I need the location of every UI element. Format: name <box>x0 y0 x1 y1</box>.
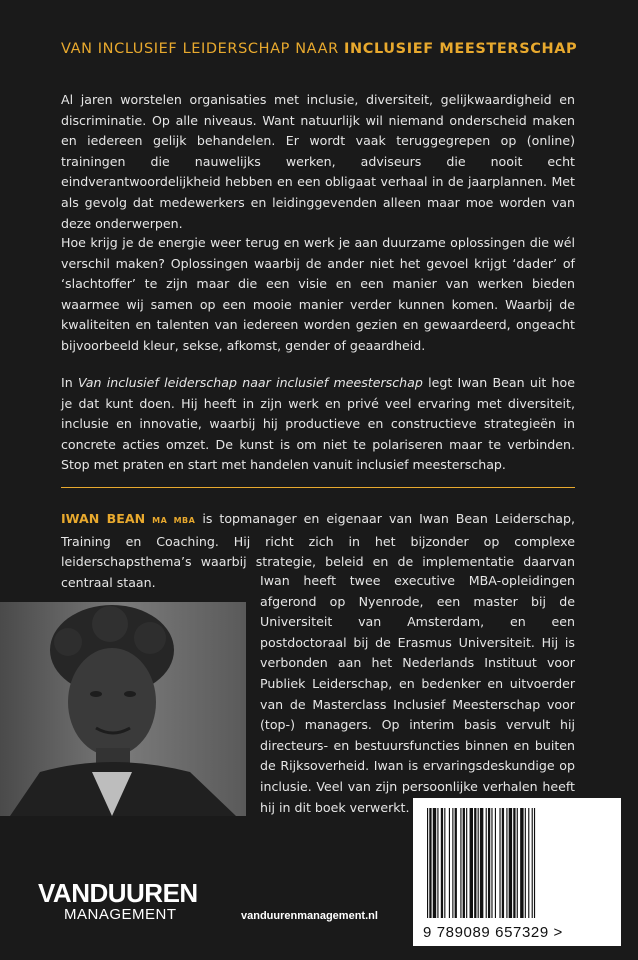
barcode-bar <box>441 808 443 918</box>
logo-sub-text: MANAGEMENT <box>64 906 177 923</box>
barcode-bar <box>480 808 483 918</box>
intro-paragraph: Al jaren worstelen organisaties met inclusie, diversiteit, gelijkwaardigheid en discriminatie. Op alle niveaus. Want natuurlijk wil niemand onderscheid maken en iedereen gelijk behandelen. Er wordt vaak teruggegrepen op (online) trainingen die nauwelijks werken, adviseurs die nooit echt eindverantwoordelijkheid hebben en een obligaat verhaal in de jaarplannen. Met als gevolg dat medewerkers en leidinggevenden alleen maar moe worden van deze onderwerpen. <box>61 92 575 231</box>
barcode-bar <box>534 808 535 918</box>
divider-rule <box>61 487 575 488</box>
barcode-bar <box>433 808 436 918</box>
author-bio-text: is topmanager en eigenaar van Iwan Bean Leiderschap, Training en Coaching. Hij richt zich in het bijzonder op complexe leiderschapsthema’s waarbij strategie, beleid en de implementatie daarvan centraal staan. <box>61 511 576 590</box>
barcode-bar <box>466 808 467 918</box>
barcode-bar <box>495 808 496 918</box>
barcode-bar <box>452 808 453 918</box>
author-name: IWAN BEAN <box>61 511 146 526</box>
question-paragraph: Hoe krijg je de energie weer terug en werk je aan duurzame oplossingen die wél verschil maken? Oplossingen waarbij de ander niet het gevoel krijgt ‘dader’ of ‘slachtoffer’ te zijn maar die een visie en een manier van werken bieden waarmee wij samen op een mooie manier verder kunnen komen. Waarbij de kwaliteiten en talenten van iedereen worden gezien en gewaardeerd, ongeacht bijvoorbeeld kleur, sekse, afkomst, gender of geaardheid. <box>61 235 575 353</box>
author-bio-continued: Iwan heeft twee executive MBA-opleidingen afgerond op Nyenrode, een master bij de Universiteit van Amsterdam, en een postdoctoraal bij de Erasmus Universiteit. Hij is verbonden aan het Nederlands Instituut voor Publiek Leiderschap, en bedenker en uitvoerder van de Masterclass Inclusief Meesterschap voor (top-) managers. Op interim basis vervult hij directeurs- en bestuursfuncties binnen en buiten de Rijksoverheid. Iwan is ervaringsdeskundige op inclusie. Veel van zijn persoonlijke verhalen heeft hij in dit boek verwerkt. <box>260 573 575 815</box>
book-paragraph <box>61 373 575 476</box>
barcode-bar <box>427 808 428 918</box>
publisher-logo <box>38 880 208 924</box>
barcode-bar <box>470 808 473 918</box>
barcode-bar <box>509 808 512 918</box>
barcode-bar <box>499 808 500 918</box>
barcode-bar <box>491 808 492 918</box>
barcode-bar <box>437 808 438 918</box>
author-portrait-illustration <box>0 602 246 816</box>
barcode-bar <box>444 808 445 918</box>
book-paragraph-rest: legt Iwan Bean uit hoe je dat kunt doen. Hij heeft in zijn werk en privé veel ervaring met diversiteit, inclusie en innovatie, waarbij hij productieve en constructieve strategieën in concrete acties omzet. De kunst is om niet te polariseren maar te verbinden. Stop met praten en start met handelen vanuit inclusief meesterschap. <box>61 375 575 473</box>
publisher-website: vanduurenmanagement.nl <box>241 910 378 922</box>
book-paragraph-in: In <box>61 375 73 390</box>
barcode-bar <box>460 808 461 918</box>
barcode-bar <box>520 808 523 918</box>
barcode-bar <box>474 808 476 918</box>
book-title-italic: Van inclusief leiderschap naar inclusief meesterschap <box>77 375 423 390</box>
author-photo <box>0 602 246 816</box>
barcode-bar <box>478 808 479 918</box>
barcode-bar <box>429 808 431 918</box>
barcode-bar <box>528 808 529 918</box>
isbn-number: 9 789089 657329 > <box>423 924 563 941</box>
barcode-bar <box>502 808 504 918</box>
author-degrees: MA MBA <box>152 516 196 525</box>
barcode-bar <box>449 808 450 918</box>
barcode-bar <box>506 808 507 918</box>
barcode-bar <box>532 808 533 918</box>
title-part-1: VAN INCLUSIEF LEIDERSCHAP NAAR <box>61 41 339 57</box>
barcode-bar <box>488 808 490 918</box>
title-part-2: INCLUSIEF MEESTERSCHAP <box>343 41 578 57</box>
barcode-bar <box>486 808 487 918</box>
barcode-bar <box>517 808 518 918</box>
logo-main-text: VANDUUREN <box>38 878 198 908</box>
barcode-bar <box>525 808 526 918</box>
barcode-bar <box>455 808 457 918</box>
cover-title <box>61 41 601 57</box>
barcode-bar <box>513 808 515 918</box>
barcode-bar <box>463 808 465 918</box>
